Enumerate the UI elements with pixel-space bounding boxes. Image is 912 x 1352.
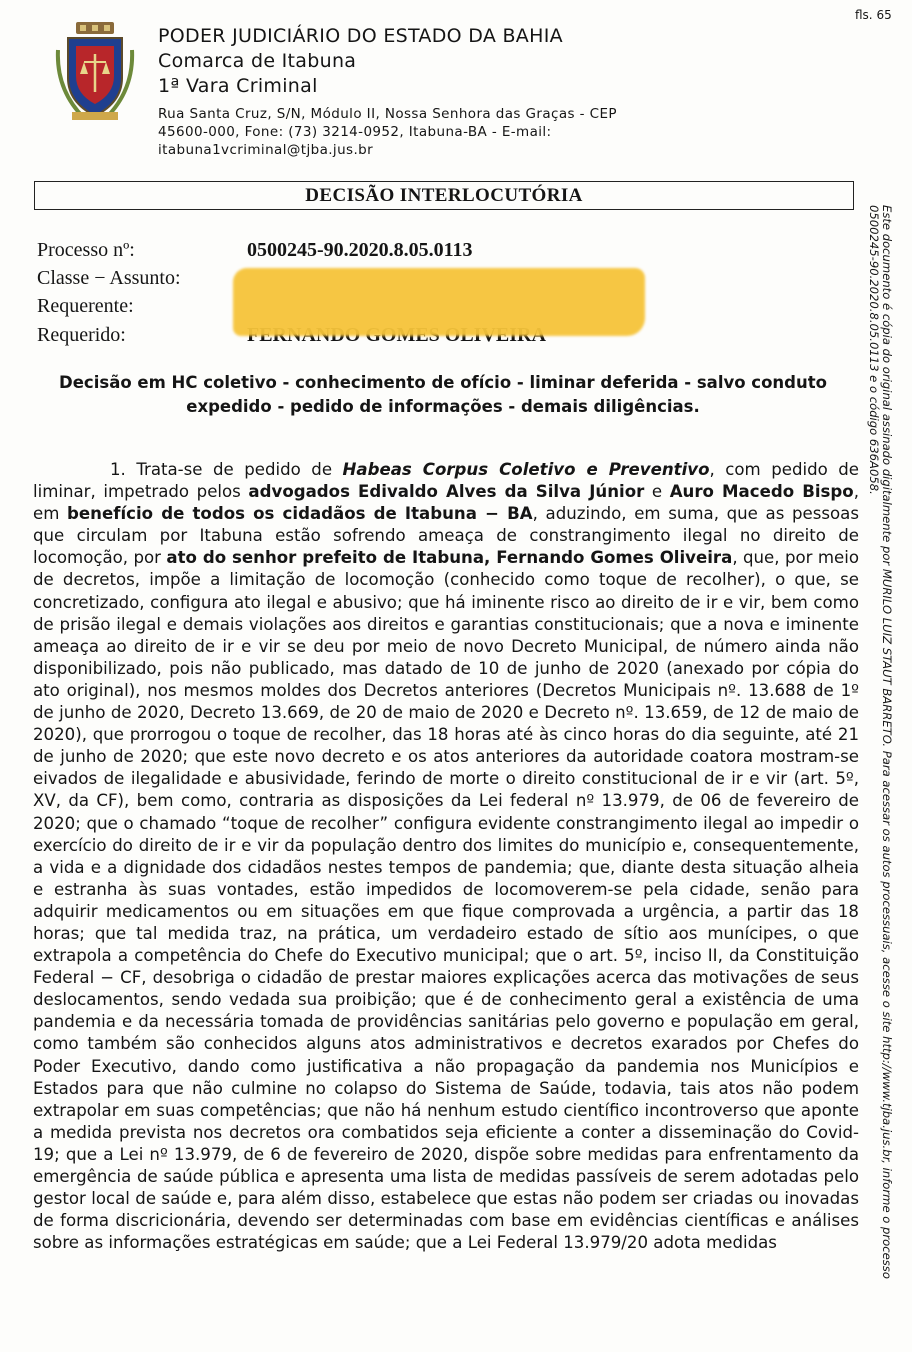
court-division: 1ª Vara Criminal bbox=[158, 75, 318, 97]
signature-note-line-1: Este documento é cópia do original assinado digitalmente por MURILO LUIZ STAUT BARRETO. Para acessar os autos processuais, acesse o site http://www.tjba.jus.br, informe o processo bbox=[880, 205, 894, 1279]
decision-summary: Decisão em HC coletivo - conhecimento de ofício - liminar deferida - salvo conduto expedido - pedido de informações - demais diligências. bbox=[59, 373, 827, 416]
case-number-label: Processo nº: bbox=[37, 239, 135, 261]
body-bold: advogados Edivaldo Alves da Silva Júnior bbox=[248, 482, 645, 502]
address-line-3: itabuna1vcriminal@tjba.jus.br bbox=[158, 142, 374, 158]
body-text: 1. Trata-se de pedido de bbox=[110, 460, 343, 479]
body-text: , que, por meio de decretos, impõe a limitação de locomoção (conhecido como toque de recolher), o que, se concretizado, configura ato ilegal e abusivo; que há iminente risco ao direito de ir e vir, bem como de prisão ilegal e demais violações aos direitos e garantias constitucionais; que a nova e iminente ameaça ao direito de ir e vir se deu por meio de novo Decreto Municipal, de número ainda não disponibilizado, pois não publicado, mas datado de 10 de junho de 2020 (anexado por cópia do ato original), nos mesmos moldes dos Decretos anteriores (Decretos Municipais nº. 13.688 de 1º de junho de 2020, Decreto 13.669, de 20 de maio de 2020 e Decreto nº. 13.659, de 12 de maio de 2020), que prorrogou o toque de recolher, das 18 horas até às cinco horas do dia seguinte, até 21 de junho de 2020; que este novo decreto e os atos anteriores da autoridade coatora mostram-se eivados de ilegalidade e abusividade, ferindo de morte o direito constitucional de ir e vir (art. 5º, XV, da CF), bem como, contraria as disposições da Lei federal nº 13.979, de 06 de fevereiro de 2020; que o chamado “toque de recolher” configura evidente constrangimento ilegal ao impedir o exercício do direito de ir e vir da população dentro dos limites do município e, consequentemente, a vida e a dignidade dos cidadãos nestes tempos de pandemia; que, diante desta situação alheia e estranha às suas vontades, estão impedidos de locomoverem-se pela cidade, senão para adquirir medicamentos ou em situações em que fique comprovada a urgência, a partir das 18 horas; que tal medida traz, na prática, um verdadeiro estado de sítio aos munícipes, o que extrapola a competência do Chefe do Executivo municipal; que o art. 5º, inciso II, da Constituição Federal − CF, desobriga o cidadão de prestar maiores explicações acerca das motivações de seus deslocamentos, sendo vedada sua proibição; que é de conhecimento geral a existência de uma pandemia e da necessária tomada de providências sanitárias pelo governo e população em geral, como também são conhecidos alguns atos administrativos e decretos exarados por Chefes do Poder Executivo, dando como justificativa a não propagação da pandemia nos Municípios e Estados para que não culmine no colapso do Sistema de Saúde, todavia, tais atos não podem extrapolar em suas competências; que não há nenhum estudo científico incontroverso que aponte a medida prevista nos decretos ora combatidos seja eficiente a conter a disseminação do Covid-19; que a Lei nº 13.979, de 6 de fevereiro de 2020, dispõe sobre medidas para enfrentamento da emergência de saúde pública e apresenta uma lista de medidas passíveis de serem adotadas pelo gestor local de saúde e, para além disso, estabelece que estas não podem ser criadas ou inovadas de forma discricionária, devendo ser determinadas com base em evidências científicas e análises sobre as informações estratégicas em saúde; que a Lei Federal 13.979/20 adota medidas bbox=[33, 548, 859, 1253]
body-text: , com pedido de liminar, impetrado pelos bbox=[33, 460, 859, 502]
digital-signature-note bbox=[867, 205, 893, 1279]
address-line-2: 45600-000, Fone: (73) 3214-0952, Itabuna-BA - E-mail: bbox=[158, 124, 552, 140]
body-bold: Auro Macedo Bispo bbox=[669, 482, 854, 502]
document-title: DECISÃO INTERLOCUTÓRIA bbox=[305, 185, 583, 206]
redaction-highlight bbox=[233, 268, 645, 336]
body-text: , em bbox=[33, 482, 859, 524]
address-line-1: Rua Santa Cruz, S/N, Módulo II, Nossa Senhora das Graças - CEP bbox=[158, 106, 617, 122]
defendant-label: Requerido: bbox=[37, 324, 126, 346]
body-bold: ato do senhor prefeito de Itabuna, Fernando Gomes Oliveira bbox=[166, 548, 733, 568]
plaintiff-label: Requerente: bbox=[37, 295, 134, 317]
body-bold: Habeas Corpus Coletivo e Preventivo bbox=[342, 460, 710, 479]
case-number-value: 0500245-90.2020.8.05.0113 bbox=[247, 239, 473, 261]
body-text: , aduzindo, em suma, que as pessoas que circulam por Itabuna estão sofrendo ameaça de constrangimento ilegal no direito de locomoção, por bbox=[33, 504, 859, 568]
decision-body bbox=[33, 459, 859, 1254]
signature-note-line-2: 0500245-90.2020.8.05.0113 e o código 636A058. bbox=[867, 205, 881, 495]
court-header bbox=[158, 24, 617, 159]
district-name: Comarca de Itabuna bbox=[158, 50, 357, 72]
body-bold: benefício de todos os cidadãos de Itabuna − BA bbox=[67, 504, 533, 524]
coat-of-arms-seal bbox=[54, 20, 136, 124]
document-title-box bbox=[34, 181, 854, 210]
court-name: PODER JUDICIÁRIO DO ESTADO DA BAHIA bbox=[158, 25, 563, 47]
class-subject-label: Classe − Assunto: bbox=[37, 267, 181, 289]
body-text: e bbox=[644, 482, 670, 502]
page-number: fls. 65 bbox=[855, 8, 892, 22]
